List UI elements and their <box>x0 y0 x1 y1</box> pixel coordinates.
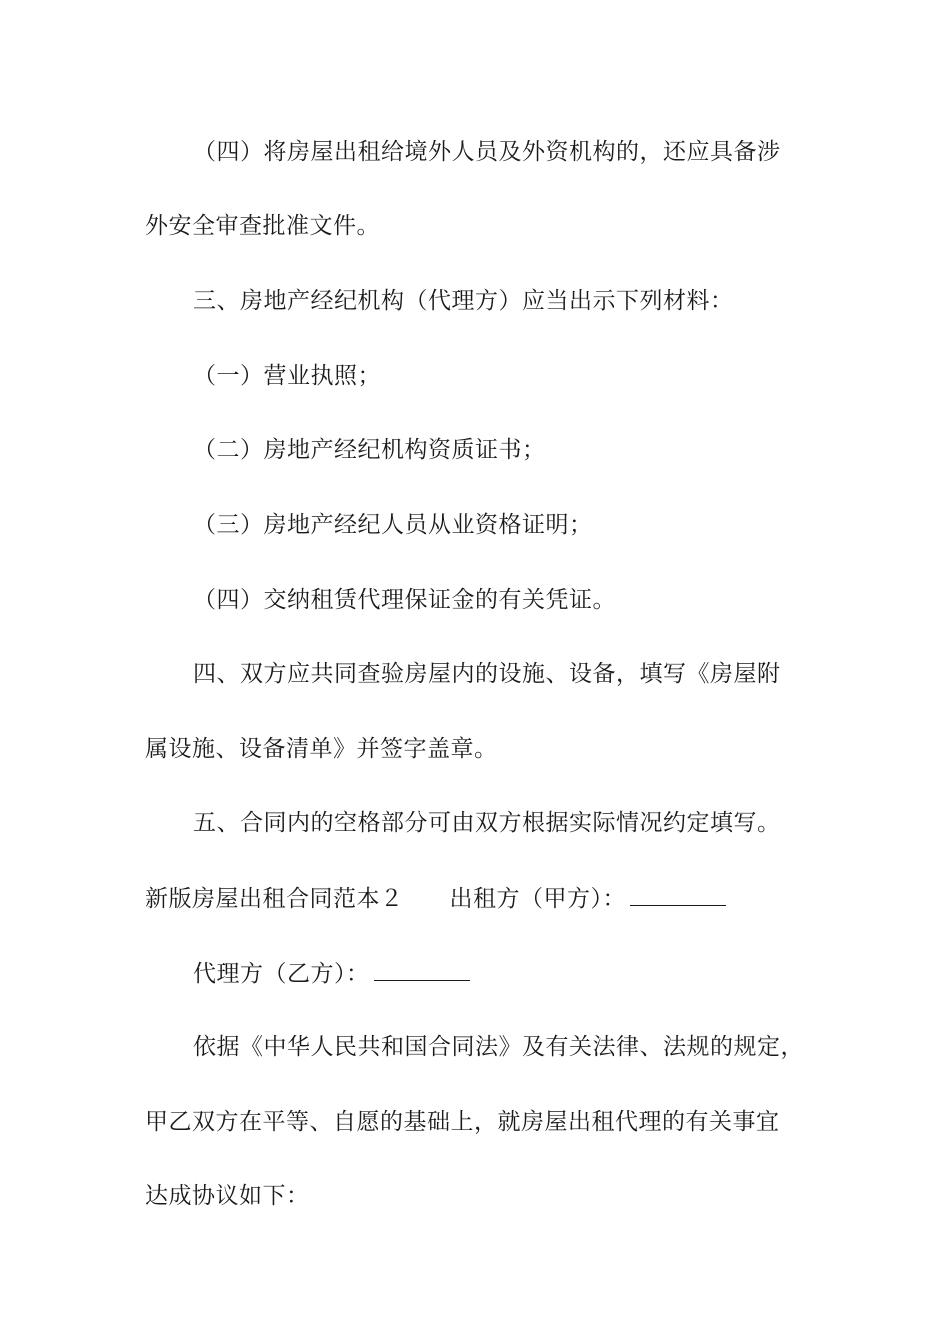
list-item: （二）房地产经纪机构资质证书； <box>193 437 546 463</box>
paragraph-line: 甲乙双方在平等、自愿的基础上，就房屋出租代理的有关事宜 <box>145 1109 780 1135</box>
agent-label: 代理方（乙方）： <box>193 961 370 987</box>
contract-title-line <box>145 883 825 914</box>
contract-title: 新版房屋出租合同范本２ <box>145 886 404 912</box>
paragraph-line: 属设施、设备清单》并签字盖章。 <box>145 736 498 762</box>
lessor-blank <box>630 883 726 906</box>
paragraph-line: 达成协议如下： <box>145 1183 310 1209</box>
agent-blank <box>374 958 470 981</box>
list-item: （一）营业执照； <box>193 363 381 389</box>
lessor-label: 出租方（甲方）： <box>449 886 626 912</box>
paragraph-line: 五、合同内的空格部分可由双方根据实际情况约定填写。 <box>193 810 781 836</box>
agent-line <box>193 958 825 989</box>
paragraph-line: 四、双方应共同查验房屋内的设施、设备，填写《房屋附 <box>193 661 781 687</box>
section-heading: 三、房地产经纪机构（代理方）应当出示下列材料： <box>193 288 734 314</box>
paragraph-line: 外安全审查批准文件。 <box>145 213 380 239</box>
paragraph-line: 依据《中华人民共和国合同法》及有关法律、法规的规定， <box>193 1034 804 1060</box>
paragraph-line: （四）将房屋出租给境外人员及外资机构的，还应具备涉 <box>193 139 781 165</box>
list-item: （四）交纳租赁代理保证金的有关凭证。 <box>193 587 616 613</box>
list-item: （三）房地产经纪人员从业资格证明； <box>193 512 593 538</box>
